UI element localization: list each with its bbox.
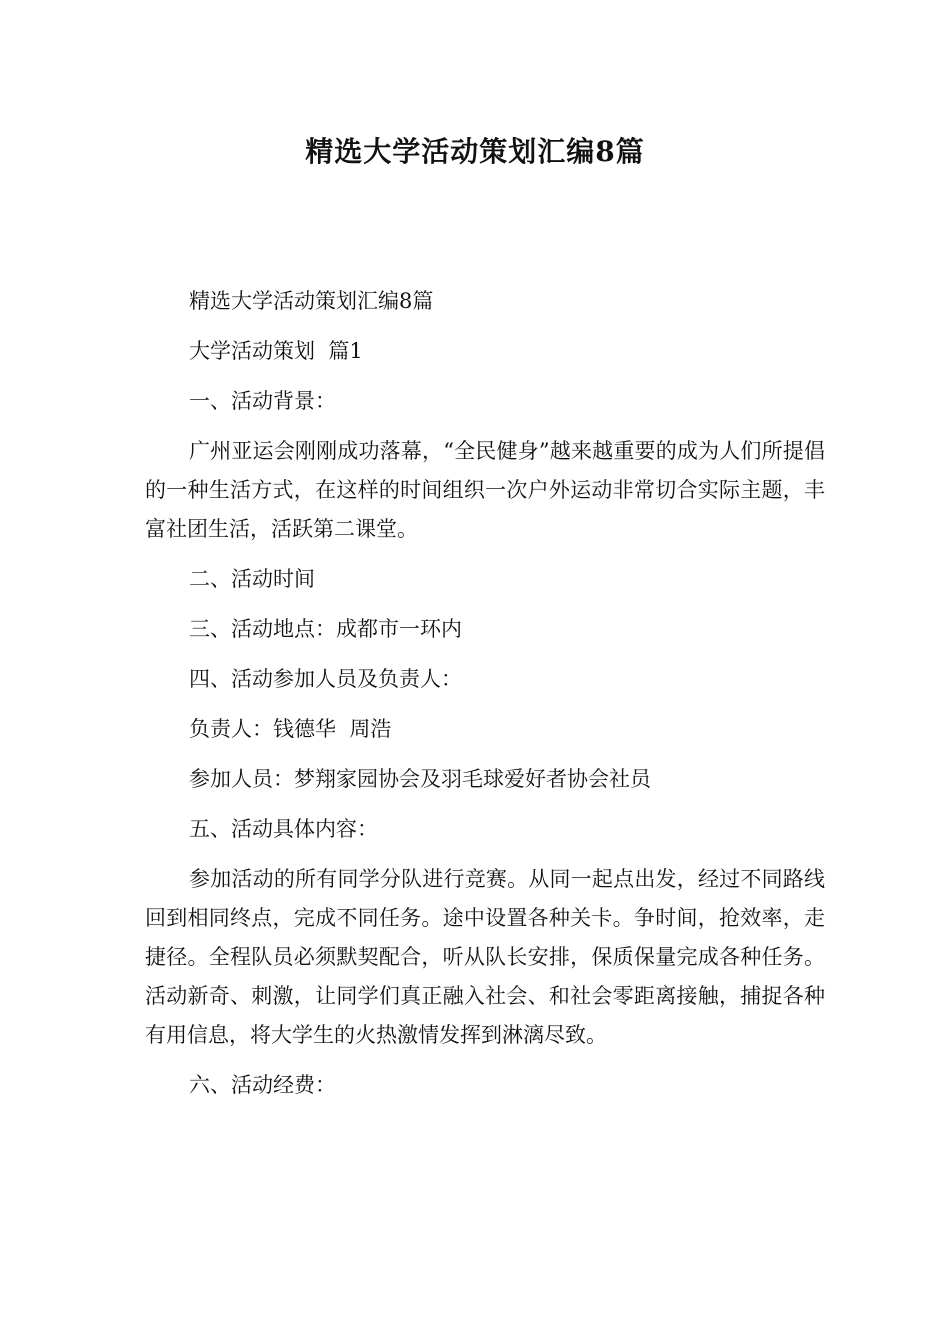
- paragraph-location: 三、活动地点：成都市一环内: [189, 617, 462, 641]
- paragraph-funding-heading: 六、活动经费：: [189, 1073, 336, 1097]
- paragraph-background-heading: 一、活动背景：: [189, 389, 336, 413]
- paragraph-content-heading: 五、活动具体内容：: [189, 817, 378, 841]
- document-body: [145, 282, 825, 1116]
- paragraph-section-title: 大学活动策划 篇1: [189, 339, 363, 363]
- paragraph-heading-repeat: 精选大学活动策划汇编8篇: [189, 289, 434, 313]
- paragraph-participants: 参加人员：梦翔家园协会及羽毛球爱好者协会社员: [189, 767, 651, 791]
- paragraph-background-text: 广州亚运会刚刚成功落幕，“全民健身”越来越重要的成为人们所提倡的一种生活方式，在这样的时间组织一次户外运动非常切合实际主题，丰富社团生活，活跃第二课堂。: [145, 439, 825, 541]
- paragraph-participants-heading: 四、活动参加人员及负责人：: [189, 667, 462, 691]
- document-title: 精选大学活动策划汇编8篇: [305, 135, 645, 168]
- paragraph-responsible: 负责人：钱德华 周浩: [189, 717, 392, 741]
- paragraph-content-text: 参加活动的所有同学分队进行竞赛。从同一起点出发，经过不同路线回到相同终点，完成不同任务。途中设置各种关卡。争时间，抢效率，走捷径。全程队员必须默契配合，听从队长安排，保质保量完成各种任务。活动新奇、刺激，让同学们真正融入社会、和社会零距离接触，捕捉各种有用信息，将大学生的火热激情发挥到淋漓尽致。: [145, 867, 825, 1047]
- paragraph-time-heading: 二、活动时间: [189, 567, 315, 591]
